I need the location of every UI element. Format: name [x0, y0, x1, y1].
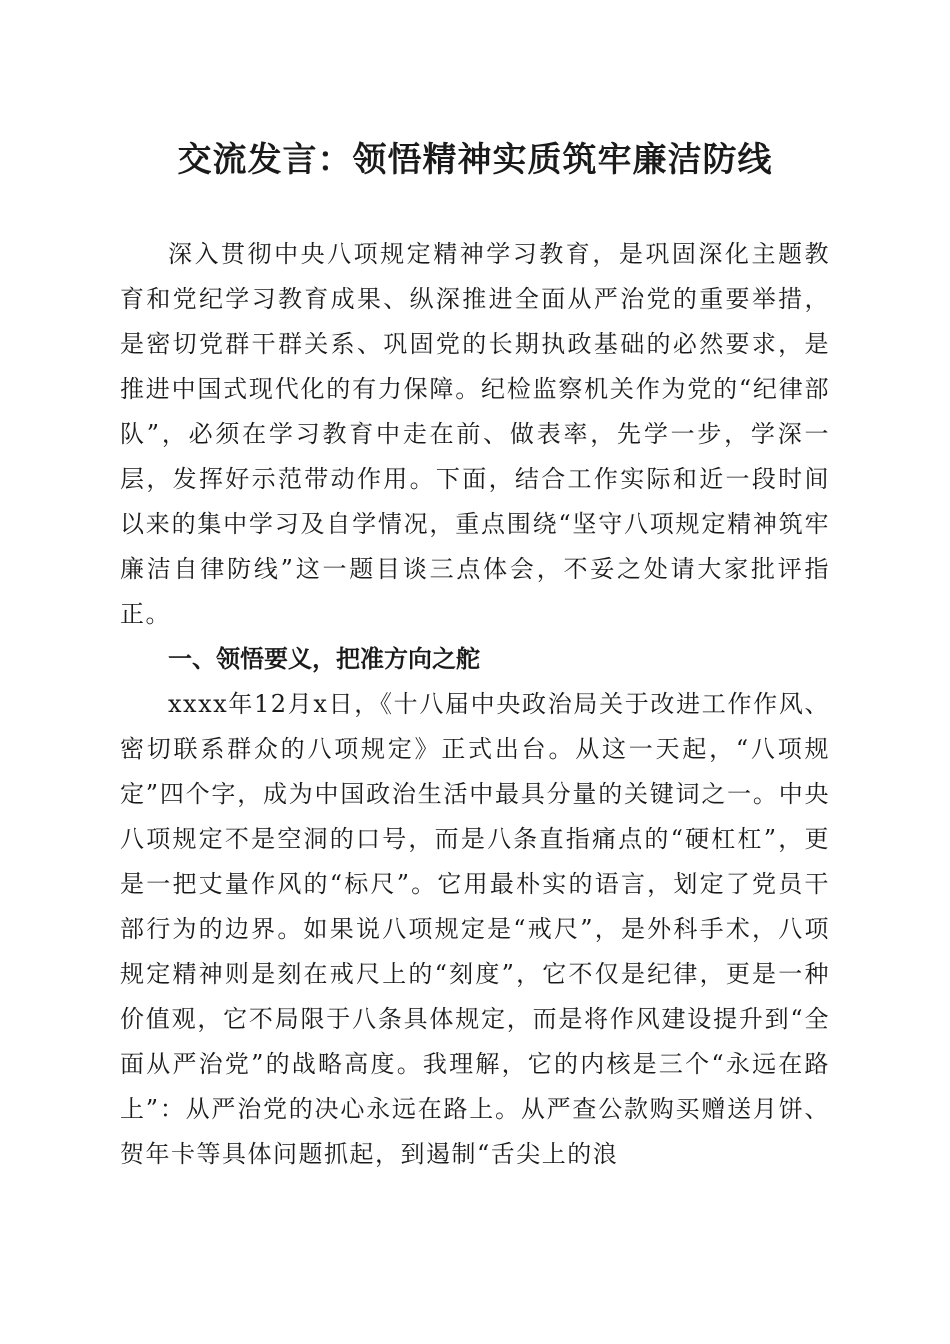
document-title: 交流发言：领悟精神实质筑牢廉洁防线: [177, 140, 773, 180]
section-1-paragraph: xxxx年12月x日，《十八届中央政治局关于改进工作作风、密切联系群众的八项规定》正式出台。从这一天起，“八项规定”四个字，成为中国政治生活中最具分量的关键词之一。中央八项规定不是空洞的口号，而是八条直指痛点的“硬杠杠”，更是一把丈量作风的“标尺”。它用最朴实的语言，划定了党员干部行为的边界。如果说八项规定是“戒尺”，是外科手术，八项规定精神则是刻在戒尺上的“刻度”，它不仅是纪律，更是一种价值观，它不局限于八条具体规定，而是将作风建设提升到“全面从严治党”的战略高度。我理解，它的内核是三个“永远在路上”：从严治党的决心永远在路上。从严查公款购买赠送月饼、贺年卡等具体问题抓起，到遏制“舌尖上的浪: [120, 690, 830, 1168]
document-body: [120, 232, 830, 1177]
section-heading-1: 一、领悟要义，把准方向之舵: [168, 645, 480, 673]
intro-paragraph: 深入贯彻中央八项规定精神学习教育，是巩固深化主题教育和党纪学习教育成果、纵深推进全面从严治党的重要举措，是密切党群干群关系、巩固党的长期执政基础的必然要求，是推进中国式现代化的有力保障。纪检监察机关作为党的“纪律部队”，必须在学习教育中走在前、做表率，先学一步，学深一层，发挥好示范带动作用。下面，结合工作实际和近一段时间以来的集中学习及自学情况，重点围绕“坚守八项规定精神筑牢廉洁自律防线”这一题目谈三点体会，不妥之处请大家批评指正。: [120, 240, 830, 628]
